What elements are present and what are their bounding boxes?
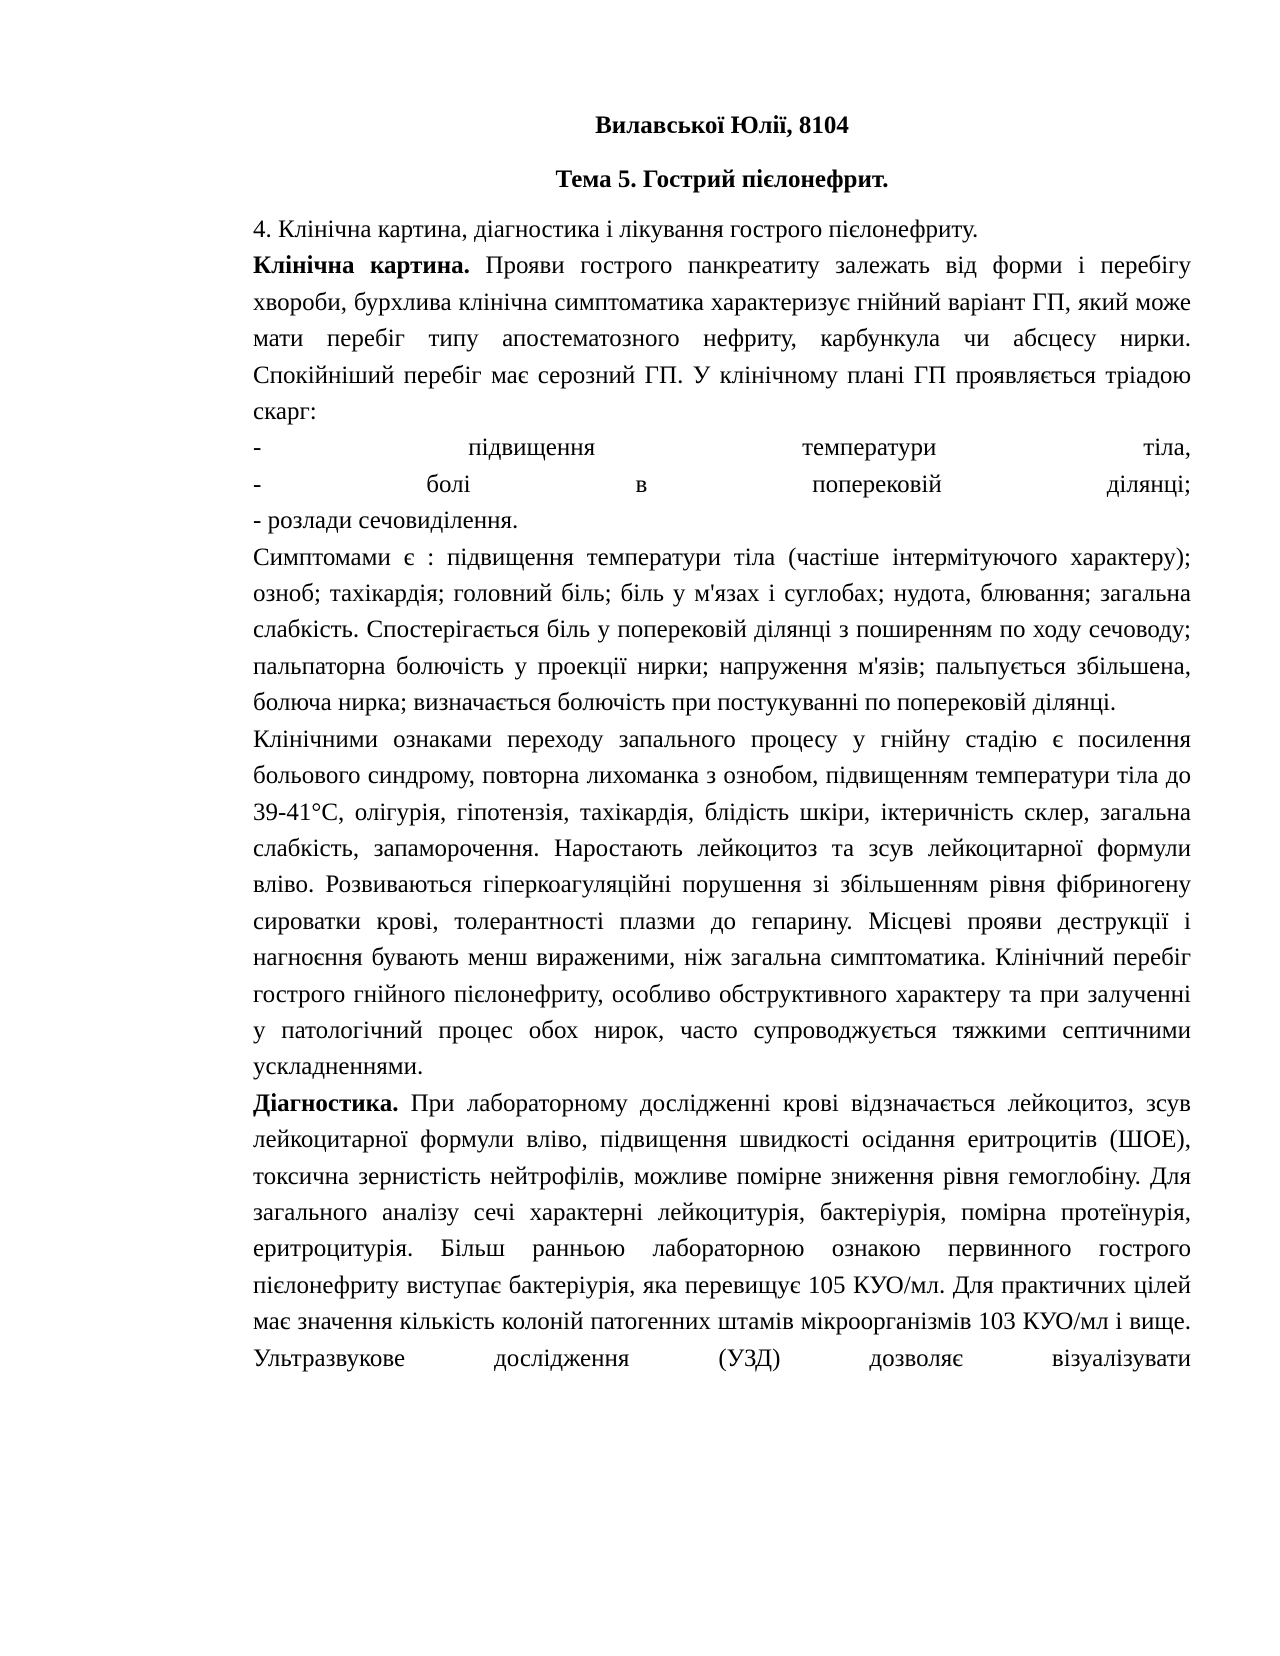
symptoms-paragraph: Симптомами є : підвищення температури тіла (частіше інтермітуючого характеру); озноб; тахікардія; головний біль; біль у м'язах і суглобах; нудота, блювання; загальна слабкість. Спостерігається біль у поперековій ділянці з поширенням по ходу сечоводу; пальпаторна болючість у проекції нирки; напруження м'язів; пальпується збільшена, болюча нирка; визначається болючість при постукуванні по поперековій ділянці. xyxy=(253,543,1191,717)
purulent-stage-paragraph: Клінічними ознаками переходу запального процесу у гнійну стадію є посилення больового синдрому, повторна лихоманка з ознобом, підвищенням температури тіла до 39-41°С, олігурія, гіпотензія, тахікардія, блідість шкіри, іктеричність склер, загальна слабкість, запаморочення. Наростають лейкоцитоз та зсув лейкоцитарної формули вліво. Розвиваються гіперкоагуляційні порушення зі збільшенням рівня фібриногену сироватки крові, толерантності плазми до гепарину. Місцеві прояви деструкції і нагноєння бувають менш вираженими, ніж загальна симптоматика. Клінічний перебіг гострого гнійного пієлонефриту, особливо обструктивного характеру та при залученні у патологічний процес обох нирок, часто супроводжується тяжкими септичними ускладненнями. xyxy=(253,725,1191,1081)
clinical-paragraph xyxy=(253,248,1191,430)
complaint-item: - розлади сечовиділення. xyxy=(253,507,519,535)
diagnostics-label: Діагностика. xyxy=(253,1089,399,1117)
document-page xyxy=(253,108,1191,1377)
clinical-label: Клінічна картина. xyxy=(253,252,470,280)
topic-heading: Тема 5. Гострий пієлонефрит. xyxy=(555,166,889,193)
complaint-item: - болі в поперековій ділянці; xyxy=(253,470,1191,498)
diagnostics-paragraph xyxy=(253,1086,1191,1377)
question-line: 4. Клінічна картина, діагностика і лікування гострого пієлонефриту. xyxy=(253,216,979,243)
clinical-text: Прояви гострого панкреатиту залежать від форми і перебігу хвороби, бурхлива клінічна симптоматика характеризує гнійний варіант ГП, який може мати перебіг типу апостематозного нефриту, карбункула чи абсцесу нирки. Спокійніший перебіг має серозний ГП. У клінічному плані ГП проявляється тріадою скарг: xyxy=(253,252,1191,426)
diagnostics-text: При лабораторному дослідженні крові відзначається лейкоцитоз, зсув лейкоцитарної формули вліво, підвищення швидкості осідання еритроцитів (ШОЕ), токсична зернистість нейтрофілів, можливе помірне зниження рівня гемоглобіну. Для загального аналізу сечі характерні лейкоцитурія, бактеріурія, помірна протеїнурія, еритроцитурія. Більш ранньою лабораторною ознакою первинного гострого пієлонефриту виступає бактеріурія, яка перевищує 105 КУО/мл. Для практичних цілей має значення кількість колоній патогенних штамів мікроорганізмів 103 КУО/мл і вище. Ультразвукове дослідження (УЗД) дозволяє візуалізувати xyxy=(253,1089,1191,1372)
complaint-item: - підвищення температури тіла, xyxy=(253,434,1191,462)
author-heading: Вилавської Юлії, 8104 xyxy=(595,112,849,139)
